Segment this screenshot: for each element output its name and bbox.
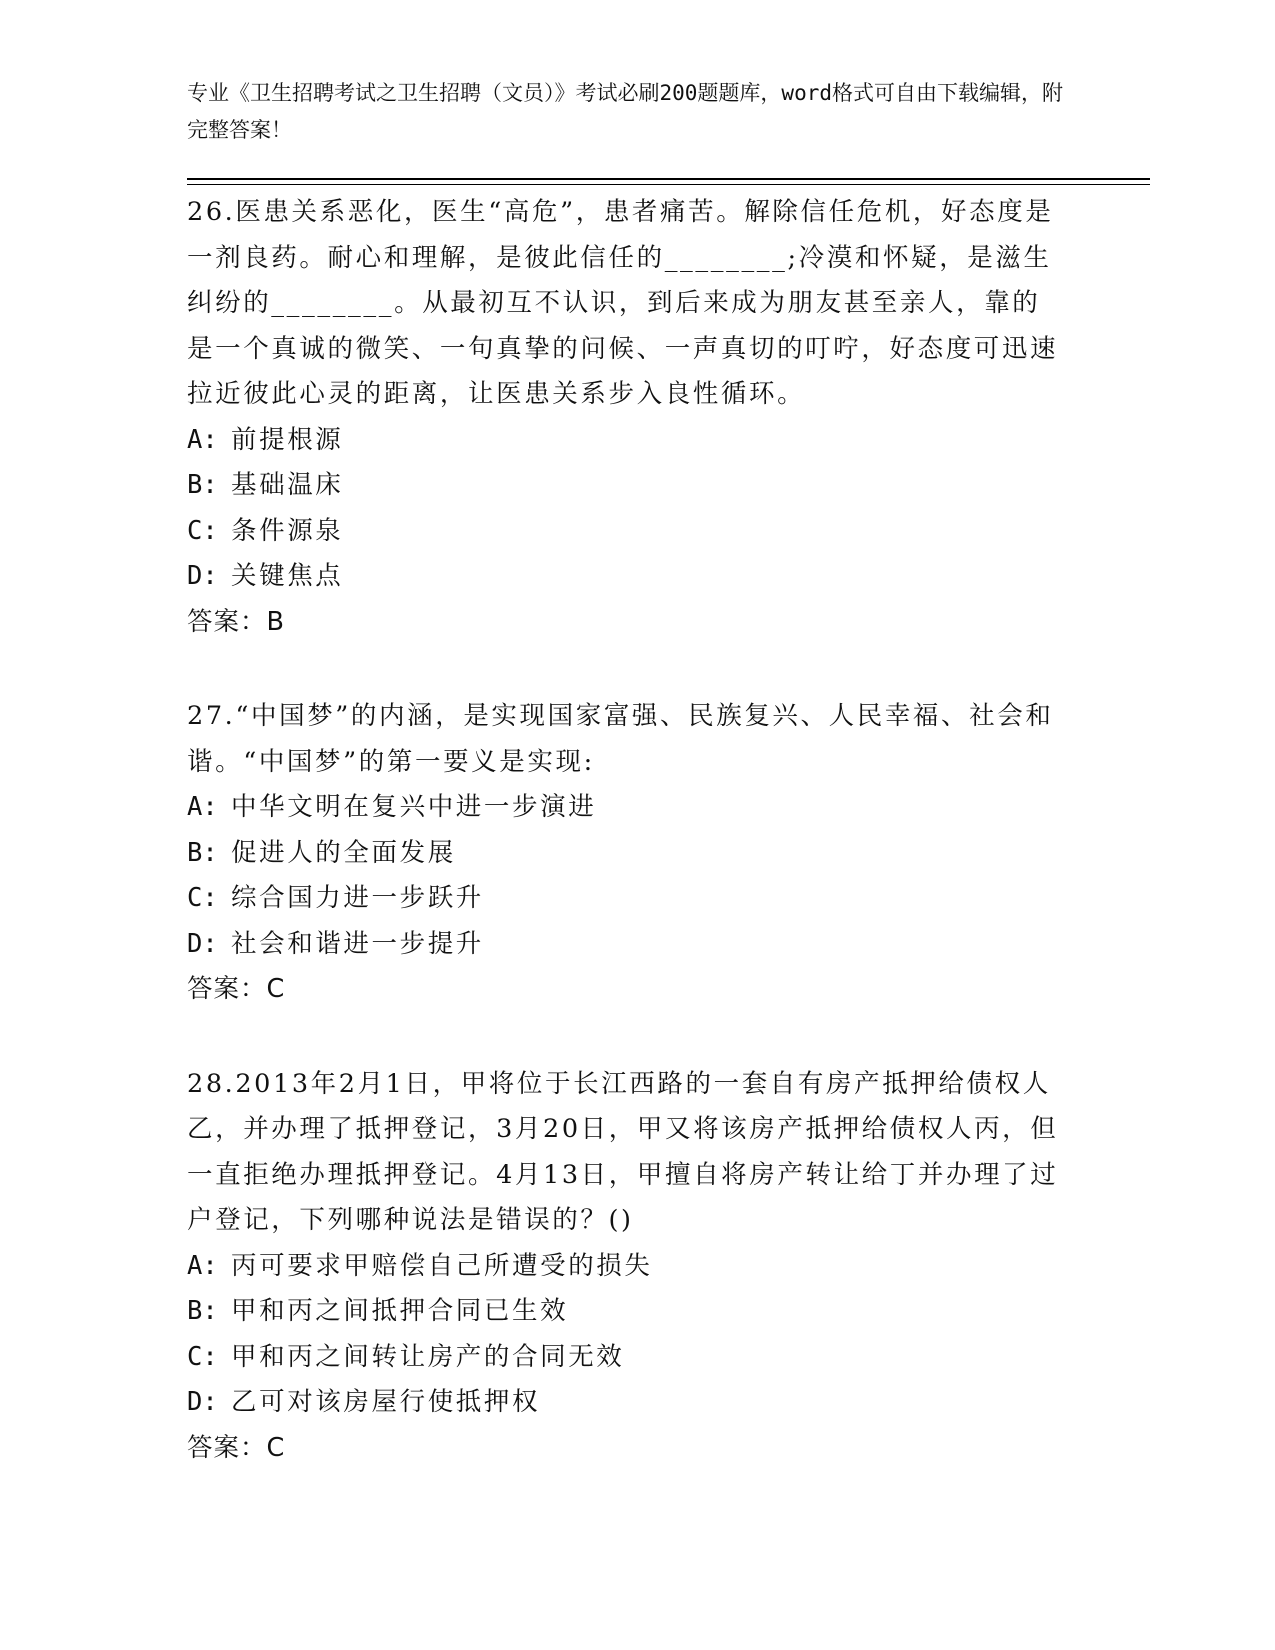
option-letter: A: <box>187 1250 218 1281</box>
option-text: 基础温床 <box>231 470 344 500</box>
header-text: 专业《卫生招聘考试之卫生招聘（文员）》考试必刷200题题库，word格式可自由下载编辑，附完整答案！ <box>187 81 1063 142</box>
option-text: 综合国力进一步跃升 <box>231 883 484 913</box>
option-letter: B: <box>187 1296 218 1326</box>
option-a <box>187 1244 1067 1290</box>
option-c <box>187 876 1067 922</box>
option-letter: D: <box>187 1387 218 1417</box>
option-list <box>187 785 1067 967</box>
option-list <box>187 1244 1067 1426</box>
option-letter: B: <box>187 470 218 500</box>
question-27 <box>187 694 1067 1013</box>
question-stem: 27.“中国梦”的内涵，是实现国家富强、民族复兴、人民幸福、社会和谐。“中国梦”的第一要义是实现: <box>187 701 1054 777</box>
option-list <box>187 418 1067 600</box>
option-c <box>187 1335 1067 1381</box>
option-letter: B: <box>187 837 218 868</box>
option-b <box>187 463 1067 509</box>
question-28 <box>187 1062 1067 1472</box>
answer-line: 答案：C <box>187 1432 286 1463</box>
answer-line: 答案：B <box>187 606 285 637</box>
question-stem: 26.医患关系恶化，医生“高危”，患者痛苦。解除信任危机，好态度是一剂良药。耐心和理解，是彼此信任的________;冷漠和怀疑，是滋生纠纷的________。从最初互不认识，到后来成为朋友甚至亲人，靠的是一个真诚的微笑、一句真挚的问候、一声真切的叮咛，好态度可迅速拉近彼此心灵的距离，让医患关系步入良性循环。 <box>187 197 1059 409</box>
question-list <box>187 190 1067 1520</box>
option-text: 前提根源 <box>231 424 344 455</box>
question-26 <box>187 190 1067 645</box>
option-a <box>187 418 1067 464</box>
option-text: 甲和丙之间转让房产的合同无效 <box>231 1341 625 1372</box>
option-d <box>187 554 1067 600</box>
answer-line: 答案：C <box>187 974 286 1004</box>
option-a <box>187 785 1067 831</box>
option-letter: A: <box>187 424 218 455</box>
header-divider-thin <box>187 184 1150 185</box>
question-stem: 28.2013年2月1日，甲将位于长江西路的一套自有房产抵押给债权人乙，并办理了抵押登记，3月20日，甲又将该房产抵押给债权人丙，但一直拒绝办理抵押登记。4月13日，甲擅自将房产转让给丁并办理了过户登记，下列哪种说法是错误的？() <box>187 1068 1059 1235</box>
option-text: 条件源泉 <box>231 515 344 546</box>
option-text: 社会和谐进一步提升 <box>231 928 484 959</box>
document-header <box>187 75 1067 149</box>
option-letter: C: <box>187 883 218 913</box>
option-text: 乙可对该房屋行使抵押权 <box>231 1387 541 1417</box>
option-text: 促进人的全面发展 <box>231 837 456 868</box>
option-b <box>187 831 1067 877</box>
option-text: 中华文明在复兴中进一步演进 <box>231 792 597 822</box>
option-d <box>187 1380 1067 1426</box>
option-text: 甲和丙之间抵押合同已生效 <box>231 1296 569 1326</box>
option-letter: D: <box>187 928 218 959</box>
option-d <box>187 922 1067 968</box>
header-divider-thick <box>187 178 1150 180</box>
option-b <box>187 1289 1067 1335</box>
option-text: 丙可要求甲赔偿自己所遭受的损失 <box>231 1250 653 1281</box>
option-text: 关键焦点 <box>231 561 344 591</box>
option-c <box>187 509 1067 555</box>
option-letter: C: <box>187 515 218 546</box>
option-letter: D: <box>187 561 218 591</box>
option-letter: A: <box>187 792 218 822</box>
option-letter: C: <box>187 1341 218 1372</box>
